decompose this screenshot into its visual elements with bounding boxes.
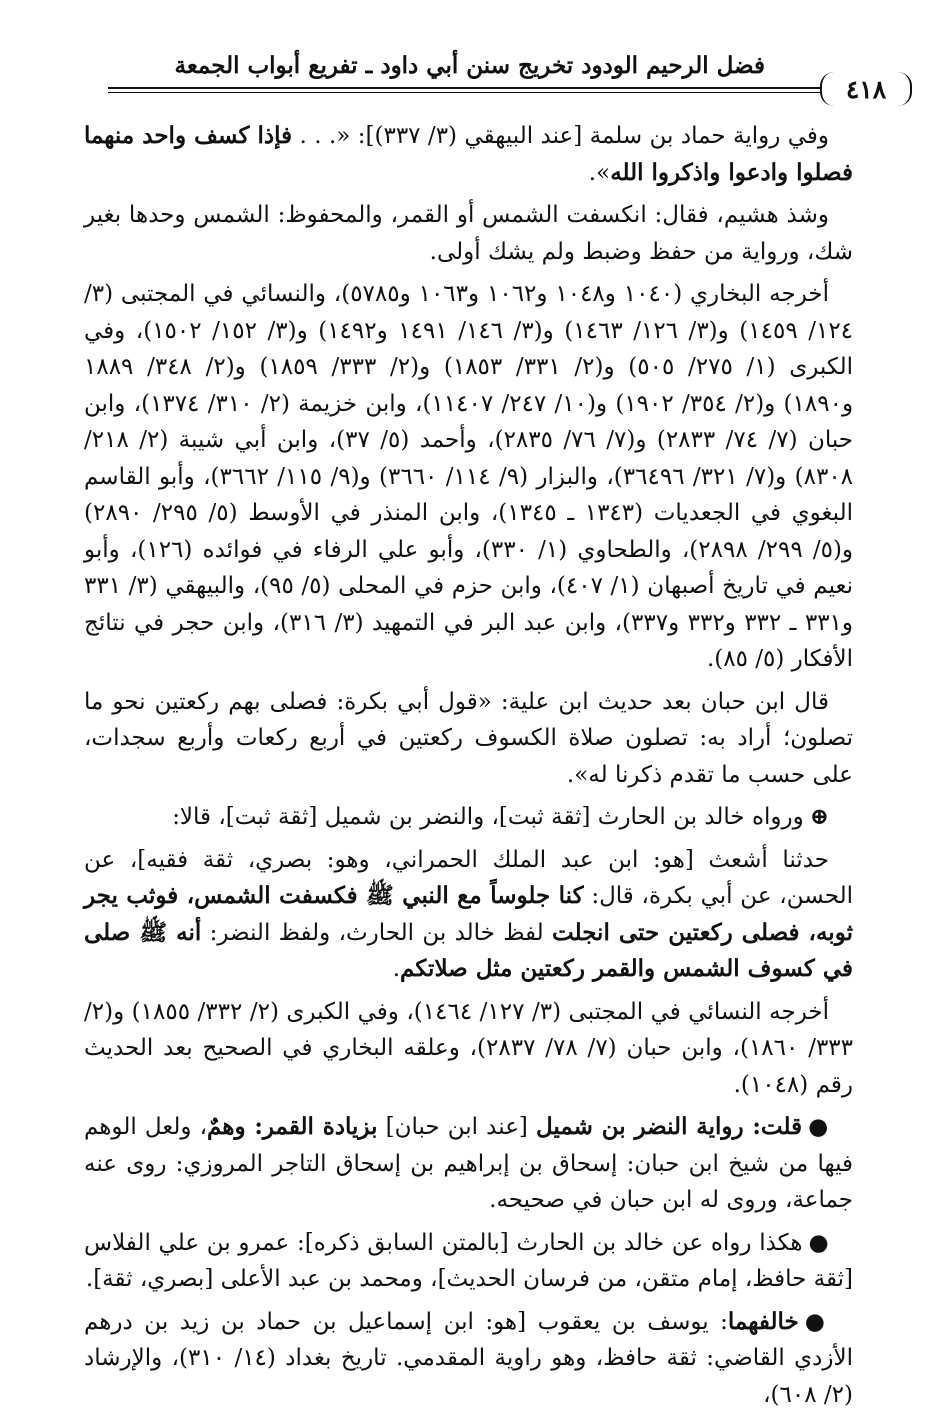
bullet-icon: ● bbox=[809, 1229, 830, 1256]
bold-text-run: رواية النضر بن شميل bbox=[536, 1113, 744, 1140]
paragraph bbox=[84, 684, 853, 794]
body-text bbox=[84, 118, 853, 1413]
paragraph bbox=[84, 1109, 853, 1219]
bold-text-run: خالفهما bbox=[728, 1308, 799, 1335]
paragraph bbox=[84, 1225, 853, 1298]
paragraph bbox=[84, 197, 853, 270]
page-number: ٤١٨ bbox=[820, 72, 912, 106]
section-marker-icon: ⊕ bbox=[810, 803, 829, 830]
text-run: هكذا رواه عن خالد بن الحارث [بالمتن السابق ذكره]: عمرو بن علي الفلاس [ثقة حافظ، إمام متقن، من فرسان الحديث]، ومحمد بن عبد الأعلى [بصري، ثقة]. bbox=[84, 1230, 853, 1293]
bold-text-run: كنا جلوساً مع النبي ﷺ فكسفت الشمس، فوثب يجر ثوبه، فصلى ركعتين حتى انجلت bbox=[84, 882, 853, 946]
text-run: وفي رواية حماد بن سلمة [عند البيهقي (٣/ ٣٣٧)]: «. . . bbox=[292, 123, 829, 149]
bold-text-run: أنه ﷺ صلى في كسوف الشمس والقمر ركعتين مثل صلاتكم bbox=[84, 919, 853, 983]
bullet-icon: ● bbox=[805, 1308, 829, 1335]
header-rule bbox=[108, 87, 829, 89]
paragraph bbox=[84, 994, 853, 1104]
text-run: : يوسف بن يعقوب [هو: ابن إسماعيل بن حماد بن زيد بن درهم الأزدي القاضي: ثقة حافظ، وهو راوية المقدمي. تاريخ بغداد (١٤/ ٣١٠)، والإرشاد (٢/ ٦٠٨)، bbox=[84, 1309, 853, 1408]
text-run: ورواه خالد بن الحارث [ثقة ثبت]، والنضر بن شميل [ثقة ثبت]، قالا: bbox=[172, 804, 804, 830]
header-rule-thin bbox=[108, 92, 829, 93]
text-run: حدثنا أشعث [هو: ابن عبد الملك الحمراني، وهو: بصري، ثقة فقيه]، عن الحسن، عن أبي بكرة، قال: bbox=[84, 847, 853, 910]
paragraph bbox=[84, 799, 853, 836]
text-run: وشذ هشيم، فقال: انكسفت الشمس أو القمر، والمحفوظ: الشمس وحدها بغير شك، ورواية من حفظ وضبط ولم يشك أولى. bbox=[84, 202, 853, 265]
text-run: قال ابن حبان بعد حديث ابن علية: «قول أبي بكرة: فصلى بهم ركعتين نحو ما تصلون؛ أراد به: تصلون صلاة الكسوف ركعتين في أربع ركعات وأربع سجدات، على حسب ما تقدم ذكرنا له». bbox=[84, 689, 853, 788]
bold-text-run: بزيادة القمر: وهمٌ bbox=[207, 1113, 377, 1140]
text-run: . bbox=[393, 956, 400, 982]
page-header bbox=[84, 0, 853, 118]
bold-text-run: فإذا كسف واحد منهما فصلوا وادعوا واذكروا الله bbox=[84, 122, 853, 186]
running-title: فضل الرحيم الودود تخريج سنن أبي داود ـ تفريع أبواب الجمعة bbox=[205, 52, 765, 79]
bold-text-run: قلت: bbox=[744, 1113, 803, 1140]
text-run: ، ولعل الوهم فيها من شيخ ابن حبان: إسحاق بن إبراهيم بن إسحاق التاجر المروزي: روى عنه جماعة، وروى له ابن حبان في صحيحه. bbox=[84, 1114, 853, 1213]
text-run: أخرجه النسائي في المجتبى (٣/ ١٢٧/ ١٤٦٤)، وفي الكبرى (٢/ ٣٣٢/ ١٨٥٥) و(٢/ ٣٣٣/ ١٨٦٠)، وابن حبان (٧/ ٧٨/ ٢٨٣٧)، وعلقه البخاري في الصحيح بعد الحديث رقم (١٠٤٨). bbox=[84, 999, 853, 1098]
text-run: أخرجه البخاري (١٠٤٠ و١٠٤٨ و١٠٦٢ و١٠٦٣ و٥٧٨٥)، والنسائي في المجتبى (٣/ ١٢٤/ ١٤٥٩) و(٣/ ١٢٦/ ١٤٦٣) و(٣/ ١٤٦/ ١٤٩١ و١٤٩٢) و(٣/ ١٥٢/ ١٥٠٢)، وفي الكبرى (١/ ٢٧٥/ ٥٠٥) و(٢/ ٣٣١/ ١٨٥٣) و(٢/ ٣٣٣/ ١٨٥٩) و(٢/ ٣٤٨/ ١٨٨٩ و١٨٩٠) و(٢/ ٣٥٤/ ١٩٠٢) و(١٠/ ٢٤٧/ ١١٤٠٧)، وابن خزيمة (٢/ ٣١٠/ ١٣٧٤)، وابن حبان (٧/ ٧٤/ ٢٨٣٣) و(٧/ ٧٦/ ٢٨٣٥)، وأحمد (٥/ ٣٧)، وابن أبي شيبة (٢/ ٢١٨/ ٨٣٠٨) و(٧/ ٣٢١/ ٣٦٤٩٦)، والبزار (٩/ ١١٤/ ٣٦٦٠) و(٩/ ١١٥/ ٣٦٦٢)، وأبو القاسم البغوي في الجعديات (١٣٤٣ ـ ١٣٤٥)، وابن المنذر في الأوسط (٥/ ٢٩٥/ ٢٨٩٠) و(٥/ ٢٩٩/ ٢٨٩٨)، والطحاوي (١/ ٣٣٠)، وأبو علي الرفاء في فوائده (١٢٦)، وأبو نعيم في تاريخ أصبهان (١/ ٤٠٧)، وابن حزم في المحلى (٥/ ٩٥)، والبيهقي (٣/ ٣٣١ و٣٣١ ـ ٣٣٢ و٣٣٢ و٣٣٧)، وابن عبد البر في التمهيد (٣/ ٣١٦)، وابن حجر في نتائج الأفكار (٥/ ٨٥). bbox=[84, 281, 853, 672]
paragraph bbox=[84, 276, 853, 678]
bullet-icon: ● bbox=[808, 1113, 829, 1140]
paragraph bbox=[84, 1304, 853, 1413]
text-run: ». bbox=[589, 160, 610, 186]
paragraph bbox=[84, 842, 853, 988]
text-run: لفظ خالد بن الحارث، ولفظ النضر: bbox=[201, 920, 552, 946]
text-run: [عند ابن حبان] bbox=[378, 1114, 537, 1140]
paragraph bbox=[84, 118, 853, 191]
